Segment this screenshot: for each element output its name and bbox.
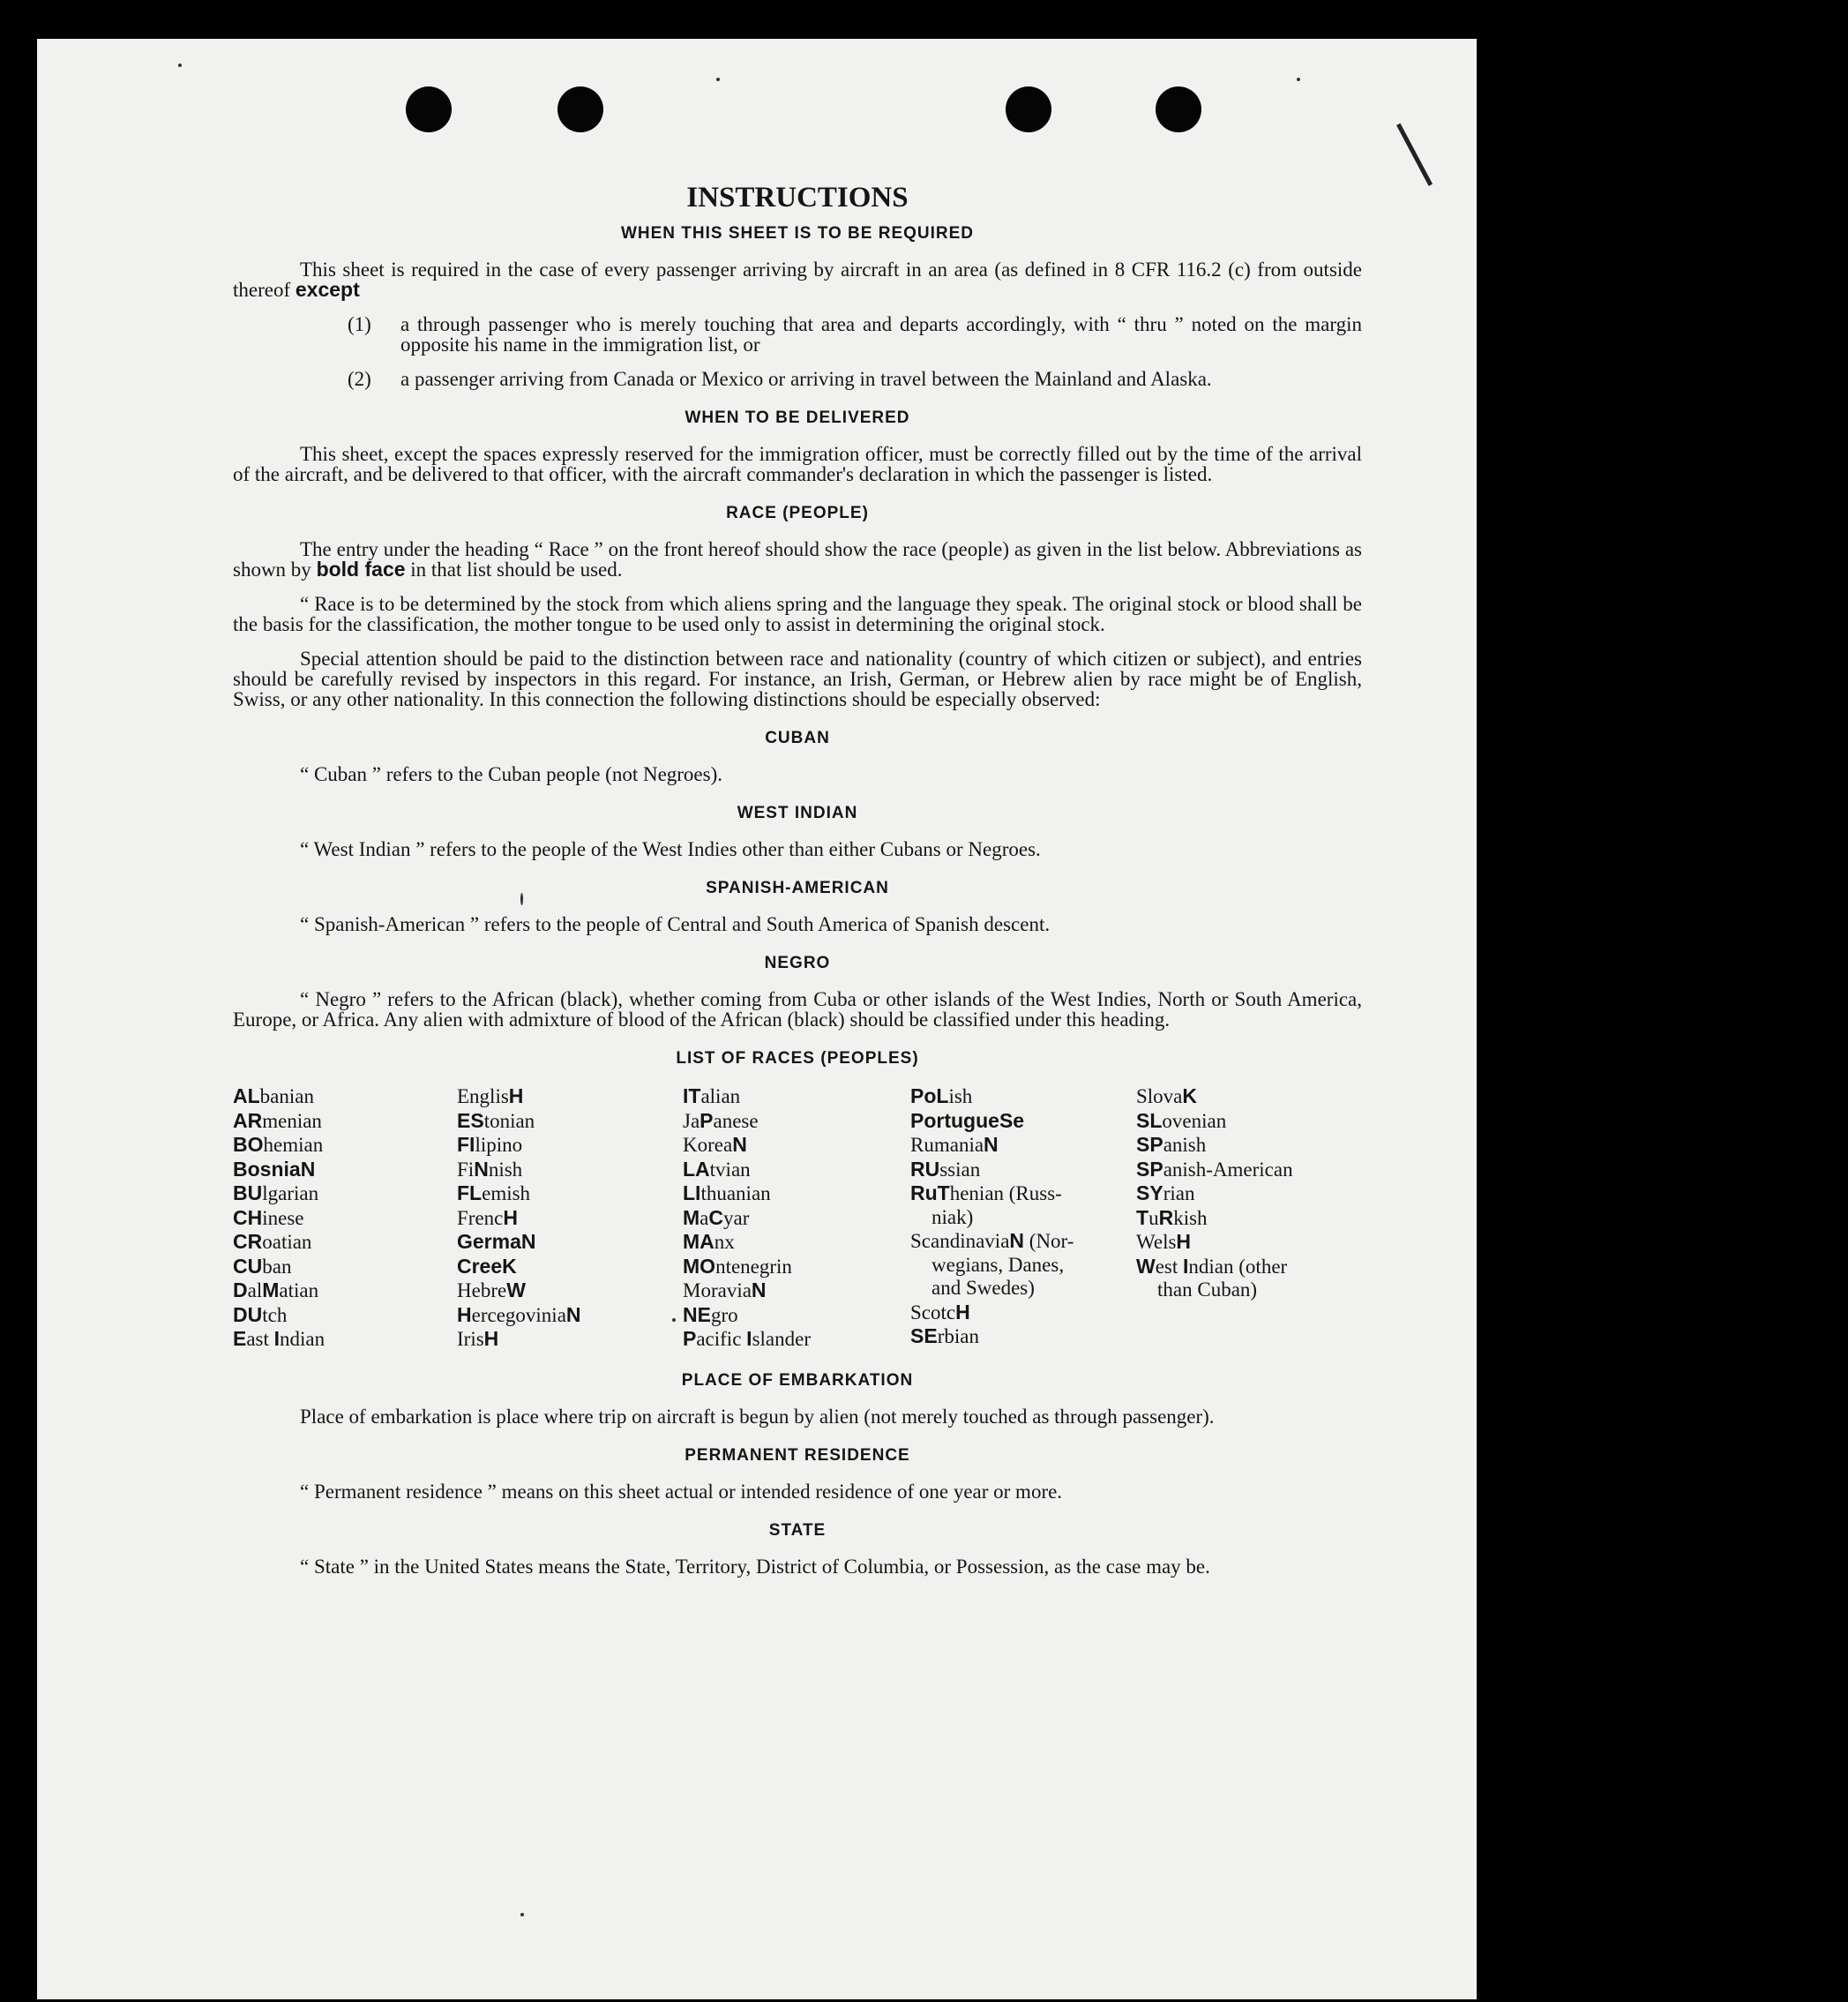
race-abbrev: Cree (457, 1254, 503, 1278)
race-abbrev: SP (1136, 1157, 1163, 1181)
race-abbrev: D (233, 1278, 248, 1301)
race-text: niak) (931, 1205, 974, 1228)
race-entry (1136, 1278, 1362, 1302)
race-abbrev: Germa (457, 1230, 521, 1253)
race-entry (683, 1303, 910, 1328)
race-entry (910, 1181, 1136, 1206)
race-text: ban (262, 1255, 292, 1278)
race-entry (683, 1278, 910, 1303)
race-text: anish-American (1163, 1158, 1293, 1181)
race-text: rbian (937, 1325, 979, 1347)
race-abbrev: AL (233, 1084, 260, 1107)
race-text: menian (262, 1109, 322, 1132)
definition-paragraph: “ Negro ” refers to the African (black), whether coming from Cuba or other islands of the West Indies, North or South America, Europe, or Africa. Any alien with admixture of blood of the African (black) should be classified under this heading. (233, 988, 1362, 1031)
race-text: lgarian (262, 1182, 319, 1204)
race-text: emish (482, 1182, 531, 1204)
race-text: Scotc (910, 1301, 956, 1323)
race-column (910, 1084, 1136, 1352)
race-entry (457, 1327, 683, 1352)
punch-hole (1156, 86, 1201, 132)
race-abbrev: E (233, 1327, 247, 1350)
race-text: tvian (709, 1158, 751, 1181)
race-abbrev: SY (1136, 1181, 1163, 1204)
race-entry (457, 1084, 683, 1109)
race-list (233, 1084, 1362, 1352)
race-abbrev: H (1176, 1230, 1192, 1253)
race-text: than Cuban) (1157, 1278, 1258, 1301)
race-text: acific (696, 1328, 747, 1350)
race-abbrev: H (508, 1084, 524, 1107)
race-abbrev: BU (233, 1181, 263, 1204)
race-text: anese (713, 1109, 759, 1132)
race-abbrev: I (1183, 1254, 1189, 1278)
bold-term: bold face (316, 558, 406, 581)
race-entry (910, 1133, 1136, 1158)
race-text: Korea (683, 1134, 733, 1156)
race-text: ndian (280, 1328, 325, 1350)
section-heading: WHEN TO BE DELIVERED (685, 409, 910, 427)
race-entry (683, 1084, 910, 1109)
race-column (1136, 1084, 1362, 1352)
item-text: a passenger arriving from Canada or Mexico or arriving in travel between the Mainland and Alaska. (400, 368, 1212, 390)
race-abbrev: LA (683, 1157, 710, 1181)
race-text: nish (488, 1158, 523, 1181)
race-entry (1136, 1181, 1362, 1206)
race-abbrev: CH (233, 1205, 263, 1229)
page-title: INSTRUCTIONS (686, 182, 909, 214)
race-text: alian (700, 1085, 741, 1107)
race-entry (910, 1084, 1136, 1109)
exception-item (348, 369, 1362, 389)
definition-paragraph: “ Permanent residence ” means on this sheet actual or intended residence of one year or more. (300, 1480, 1063, 1503)
section-heading: RACE (PEOPLE) (726, 504, 869, 522)
section-heading: CUBAN (765, 729, 830, 747)
race-entry (910, 1109, 1136, 1134)
punch-hole (1006, 86, 1051, 132)
race-text: Fi (457, 1158, 475, 1181)
race-text: kish (1173, 1206, 1208, 1229)
race-paragraph: “ Race is to be determined by the stock from which aliens spring and the language they speak. The original stock or blood shall be the basis for the classification, the mother tongue to be used only to assist in determining the original stock. (233, 593, 1362, 635)
race-abbrev: K (502, 1254, 517, 1278)
race-entry (1136, 1206, 1362, 1231)
race-entry (1136, 1109, 1362, 1134)
race-text: ish (948, 1085, 973, 1107)
race-abbrev: N (474, 1157, 489, 1181)
race-entry (1136, 1255, 1362, 1279)
race-column (683, 1084, 910, 1352)
race-entry (683, 1327, 910, 1352)
section-heading: NEGRO (764, 954, 831, 972)
race-abbrev: DU (233, 1302, 263, 1326)
race-abbrev: I (273, 1327, 281, 1350)
race-text: Wels (1136, 1231, 1177, 1253)
race-entry (233, 1133, 457, 1158)
race-text: rian (1163, 1182, 1195, 1204)
race-abbrev: FI (457, 1133, 475, 1156)
race-text: (Nor- (1024, 1230, 1074, 1252)
race-entry (683, 1158, 910, 1182)
item-number: (1) (348, 313, 371, 335)
race-text: Frenc (457, 1206, 504, 1229)
section-heading: PLACE OF EMBARKATION (681, 1370, 914, 1390)
race-text: Scandinavia (910, 1230, 1010, 1252)
race-abbrev: R (1158, 1205, 1174, 1229)
race-text: Moravia (683, 1279, 752, 1301)
race-text: yar (723, 1206, 750, 1229)
race-entry (683, 1109, 910, 1134)
race-abbrev: W (1136, 1254, 1156, 1278)
race-entry (457, 1181, 683, 1206)
race-abbrev: H (503, 1205, 518, 1229)
race-abbrev: Se (999, 1108, 1025, 1132)
race-abbrev: C (708, 1205, 724, 1229)
race-abbrev: H (955, 1300, 970, 1323)
exception-item (348, 314, 1362, 355)
race-entry (233, 1278, 457, 1303)
race-entry (683, 1230, 910, 1255)
race-abbrev: N (984, 1133, 999, 1156)
speck (178, 64, 182, 67)
race-entry (233, 1327, 457, 1352)
race-abbrev: AR (233, 1108, 263, 1132)
race-abbrev: LI (683, 1181, 701, 1204)
race-entry (457, 1206, 683, 1231)
race-text: slander (752, 1328, 811, 1350)
race-entry (910, 1158, 1136, 1182)
race-abbrev: W (506, 1278, 526, 1301)
race-entry (233, 1303, 457, 1328)
race-abbrev: BO (233, 1133, 264, 1156)
requirement-paragraph: This sheet is required in the case of every passenger arriving by aircraft in an area (as defined in 8 CFR 116.2 (c) from outside thereof except (233, 259, 1362, 301)
race-abbrev: IT (683, 1084, 701, 1107)
race-abbrev: P (683, 1327, 697, 1350)
definition-paragraph: “ State ” in the United States means the State, Territory, District of Columbia, or Possession, as the case may be. (300, 1555, 1210, 1578)
race-text: Slova (1136, 1085, 1183, 1107)
race-abbrev: MA (683, 1230, 715, 1253)
race-abbrev: SL (1136, 1108, 1163, 1132)
race-text: ovenian (1162, 1109, 1227, 1132)
race-entry (457, 1255, 683, 1279)
race-abbrev: N (520, 1230, 536, 1253)
race-abbrev: N (565, 1302, 581, 1326)
punch-hole (406, 86, 452, 132)
race-entry (1136, 1084, 1362, 1109)
race-entry (233, 1084, 457, 1109)
race-text: ndian (other (1188, 1255, 1288, 1278)
race-text: Hebre (457, 1279, 507, 1301)
race-entry (910, 1206, 1136, 1230)
race-entry (910, 1254, 1136, 1278)
race-column (233, 1084, 457, 1352)
race-text: lipino (475, 1134, 523, 1156)
speck (520, 1913, 524, 1916)
pen-mark (1396, 116, 1447, 186)
race-text: est (1155, 1255, 1184, 1278)
race-abbrev: CU (233, 1254, 263, 1278)
race-abbrev: Portugue (910, 1108, 999, 1132)
section-heading: WHEN THIS SHEET IS TO BE REQUIRED (620, 224, 975, 243)
race-entry (457, 1278, 683, 1303)
instructions-content (233, 180, 1362, 1591)
race-text: tch (262, 1303, 288, 1326)
race-abbrev: NE (683, 1302, 711, 1326)
race-entry (233, 1255, 457, 1279)
race-text: ssian (939, 1158, 981, 1181)
section-heading: STATE (768, 1520, 827, 1540)
race-entry (233, 1206, 457, 1231)
race-abbrev: H (483, 1327, 499, 1350)
race-abbrev: MO (683, 1254, 716, 1278)
race-text: wegians, Danes, (931, 1253, 1065, 1276)
race-entry (1136, 1158, 1362, 1182)
race-abbrev: Bosnia (233, 1157, 301, 1181)
race-abbrev: T (1136, 1205, 1149, 1229)
race-entry (457, 1230, 683, 1255)
race-text: ntenegrin (715, 1255, 792, 1278)
race-entry (233, 1158, 457, 1182)
race-text: Englis (457, 1085, 509, 1107)
race-entry (910, 1277, 1136, 1301)
race-text: hemian (263, 1134, 324, 1156)
bold-term: except (295, 278, 360, 301)
race-abbrev: SP (1136, 1133, 1163, 1156)
race-text: ercegovinia (471, 1303, 566, 1326)
section-heading: PERMANENT RESIDENCE (685, 1445, 910, 1465)
section-heading: SPANISH-AMERICAN (706, 879, 889, 897)
race-entry (233, 1181, 457, 1206)
race-entry (233, 1109, 457, 1134)
race-abbrev: N (1009, 1229, 1025, 1252)
race-text: anish (1163, 1134, 1207, 1156)
race-entry (457, 1303, 683, 1328)
race-abbrev: PoL (910, 1084, 949, 1107)
race-paragraph: Special attention should be paid to the distinction between race and nationality (country of which citizen or subject), and entries should be carefully revised by inspectors in this regard. For instance, an Irish, German, or Hebrew alien by race might be of English, Swiss, or any other nationality. In this connection the following distinctions should be especially observed: (233, 648, 1362, 710)
race-entry (683, 1206, 910, 1231)
item-text: a through passenger who is merely touching that area and departs accordingly, with “ thru ” noted on the margin opposite his name in the immigration list, or (400, 313, 1362, 356)
race-abbrev: M (683, 1205, 700, 1229)
race-column (457, 1084, 683, 1352)
race-abbrev: I (746, 1327, 752, 1350)
race-abbrev: RuT (910, 1181, 950, 1204)
race-entry (1136, 1230, 1362, 1255)
race-text: gro (710, 1303, 738, 1326)
race-text: banian (259, 1085, 314, 1107)
race-entry (910, 1324, 1136, 1349)
race-text: Iris (457, 1328, 484, 1350)
race-text: inese (262, 1206, 304, 1229)
race-entry (910, 1301, 1136, 1325)
race-text: oatian (262, 1231, 312, 1253)
race-text: Ja (683, 1109, 700, 1132)
race-entry (1136, 1133, 1362, 1158)
race-entry (683, 1255, 910, 1279)
race-abbrev: CR (233, 1230, 263, 1253)
race-abbrev: M (262, 1278, 280, 1301)
race-entry (683, 1133, 910, 1158)
race-entry (457, 1109, 683, 1134)
race-abbrev: K (1182, 1084, 1198, 1107)
race-abbrev: N (300, 1157, 316, 1181)
section-heading: WEST INDIAN (737, 804, 858, 822)
race-text: ast (246, 1328, 274, 1350)
race-text: a (700, 1206, 709, 1229)
punch-hole (557, 86, 603, 132)
race-text: al (247, 1279, 263, 1301)
document-page (37, 39, 1477, 1999)
definition-paragraph: “ Cuban ” refers to the Cuban people (not Negroes). (300, 763, 723, 785)
race-abbrev: N (751, 1278, 767, 1301)
item-number: (2) (348, 368, 371, 390)
definition-paragraph: “ Spanish-American ” refers to the people of Central and South America of Spanish descent. (300, 913, 1051, 935)
race-paragraph: The entry under the heading “ Race ” on the front hereof should show the race (people) as given in the list below. Abbreviations as shown by bold face in that list should be used. (233, 538, 1362, 581)
section-heading: LIST OF RACES (PEOPLES) (676, 1049, 919, 1068)
race-entry (683, 1181, 910, 1206)
race-abbrev: FL (457, 1181, 483, 1204)
definition-paragraph: “ West Indian ” refers to the people of the West Indies other than either Cubans or Negroes. (300, 838, 1041, 860)
definition-paragraph: Place of embarkation is place where trip on aircraft is begun by alien (not merely touched as through passenger). (300, 1405, 1215, 1428)
race-abbrev: RU (910, 1157, 940, 1181)
speck (716, 78, 720, 81)
race-abbrev: H (457, 1302, 472, 1326)
race-text: u (1148, 1206, 1159, 1229)
race-entry (910, 1229, 1136, 1254)
race-abbrev: ES (457, 1108, 484, 1132)
race-abbrev: N (732, 1133, 747, 1156)
race-text: thuanian (700, 1182, 771, 1204)
race-entry (457, 1133, 683, 1158)
race-text: atian (279, 1279, 319, 1301)
race-text: henian (Russ- (949, 1182, 1062, 1204)
race-entry (457, 1158, 683, 1182)
race-abbrev: P (700, 1108, 714, 1132)
race-text: and Swedes) (931, 1277, 1035, 1299)
race-text: nx (714, 1231, 735, 1253)
race-text: Rumania (910, 1134, 984, 1156)
race-entry (233, 1230, 457, 1255)
race-abbrev: SE (910, 1324, 938, 1347)
race-text: tonian (483, 1109, 535, 1132)
delivery-paragraph: This sheet, except the spaces expressly reserved for the immigration officer, must be correctly filled out by the time of the arrival of the aircraft, and be delivered to that officer, with the aircraft commander's declaration in which the passenger is listed. (233, 443, 1362, 485)
speck (1297, 78, 1300, 81)
